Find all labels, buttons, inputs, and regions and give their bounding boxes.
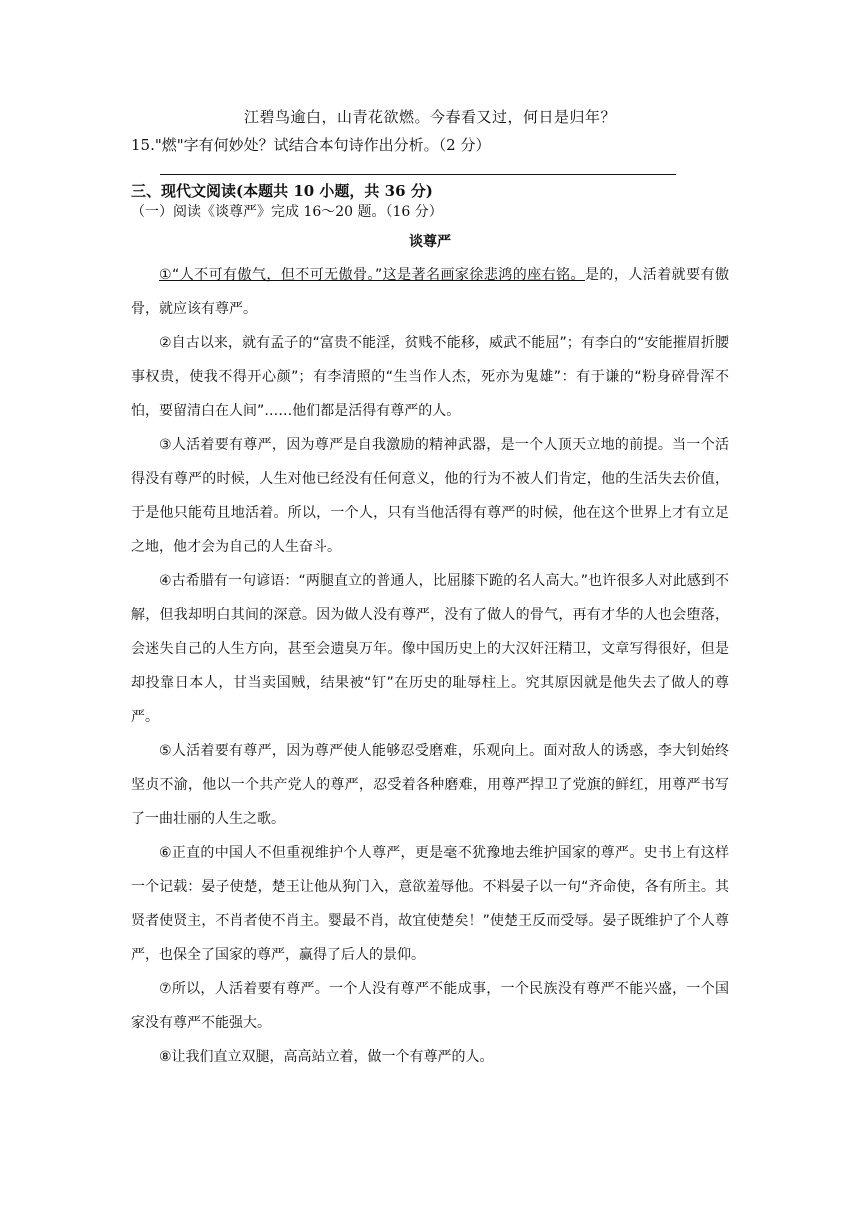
section-heading: 三、现代文阅读(本题共 10 小题，共 36 分) bbox=[131, 182, 433, 200]
poem-line: 江碧鸟逾白，山青花欲燃。今春看又过，何日是归年？ bbox=[243, 108, 616, 126]
paragraph-1-rest: 是的，人活着就要有傲骨，就应该有尊严。 bbox=[131, 267, 730, 317]
paragraph-1 bbox=[131, 258, 729, 326]
paragraph-6: ⑥正直的中国人不但重视维护个人尊严，更是毫不犹豫地去维护国家的尊严。史书上有这样一个记载：晏子使楚，楚王让他从狗门入，意欲羞辱他。不料晏子以一句“齐命使，各有所主。其贤者使贤主，不肖者使不肖主。婴最不肖，故宜使楚矣！”使楚王反而受辱。晏子既维护了个人尊严，也保全了国家的尊严，赢得了后人的景仰。 bbox=[131, 845, 729, 963]
paragraph-5: ⑤人活着要有尊严，因为尊严使人能够忍受磨难，乐观向上。面对敌人的诱惑，李大钊始终坚贞不渝，他以一个共产党人的尊严，忍受着各种磨难，用尊严捍卫了党旗的鲜红，用尊严书写了一曲壮丽的人生之歌。 bbox=[131, 743, 729, 827]
paragraph-4: ④古希腊有一句谚语：“两腿直立的普通人，比屈膝下跪的名人高大。”也许很多人对此感到不解，但我却明白其间的深意。因为做人没有尊严，没有了做人的骨气，再有才华的人也会堕落，会迷失自己的人生方向，甚至会遗臭万年。像中国历史上的大汉奸汪精卫，文章写得很好，但是却投靠日本人，甘当卖国贼，结果被“钉”在历史的耻辱柱上。究其原因就是他失去了做人的尊严。 bbox=[131, 573, 729, 725]
subsection-heading: （一）阅读《谈尊严》完成 16～20 题。（16 分） bbox=[131, 204, 443, 220]
answer-line[interactable] bbox=[160, 174, 676, 175]
question-15: 15."燃"字有何妙处？试结合本句诗作出分析。（2 分） bbox=[131, 136, 491, 154]
paragraph-7: ⑦所以，人活着要有尊严。一个人没有尊严不能成事，一个民族没有尊严不能兴盛，一个国家没有尊严不能强大。 bbox=[131, 981, 729, 1031]
underlined-sentence: ①“人不可有傲气，但不可无傲骨。”这是著名画家徐悲鸿的座右铭。 bbox=[159, 267, 585, 283]
essay-title: 谈尊严 bbox=[409, 234, 451, 250]
paragraph-3: ③人活着要有尊严，因为尊严是自我激励的精神武器，是一个人顶天立地的前提。当一个活得没有尊严的时候，人生对他已经没有任何意义，他的行为不被人们肯定，他的生活失去价值，于是他只能苟且地活着。所以，一个人，只有当他活得有尊严的时候，他在这个世界上才有立足之地，他才会为自己的人生奋斗。 bbox=[131, 437, 729, 555]
essay-body bbox=[131, 258, 729, 1074]
paragraph-2: ②自古以来，就有孟子的“富贵不能淫，贫贱不能移，威武不能屈”；有李白的“安能摧眉折腰事权贵，使我不得开心颜”；有李清照的“生当作人杰，死亦为鬼雄”：有于谦的“粉身碎骨浑不怕，要留清白在人间”……他们都是活得有尊严的人。 bbox=[131, 335, 729, 419]
paragraph-8: ⑧让我们直立双腿，高高站立着，做一个有尊严的人。 bbox=[159, 1049, 494, 1065]
